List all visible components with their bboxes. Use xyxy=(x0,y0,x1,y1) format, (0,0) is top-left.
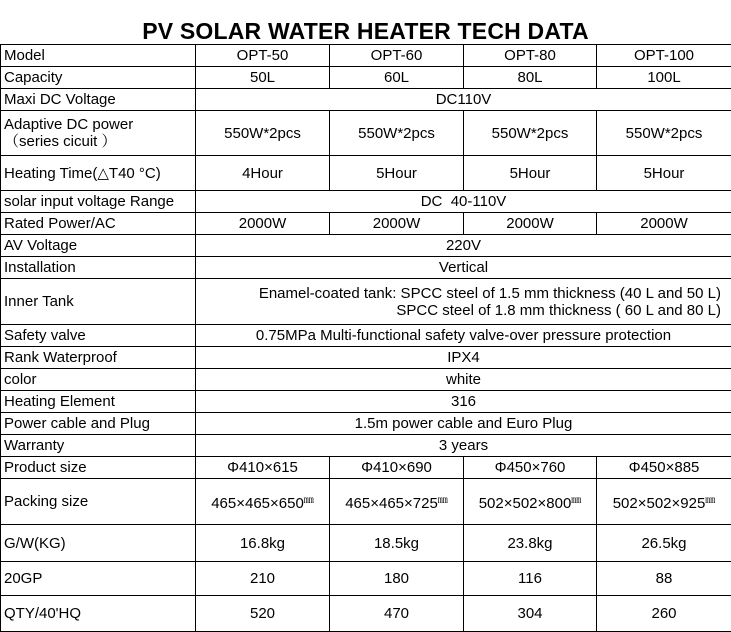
value-cell: DC110V xyxy=(196,89,731,111)
value-cell: Φ410×615 xyxy=(196,457,330,479)
row-label-line: Adaptive DC power xyxy=(4,116,192,133)
value-cell xyxy=(597,479,731,525)
table-row-rated-power xyxy=(1,213,731,235)
value-cell: Φ450×760 xyxy=(464,457,597,479)
row-label: Maxi DC Voltage xyxy=(1,89,196,111)
value-cell: 4Hour xyxy=(196,156,330,191)
table-row-heating-time xyxy=(1,156,731,191)
value-cell: 2000W xyxy=(464,213,597,235)
value-cell: Φ450×885 xyxy=(597,457,731,479)
table-row-inner-tank xyxy=(1,279,731,325)
table-row-model xyxy=(1,45,731,67)
value-cell: 23.8kg xyxy=(464,525,597,562)
value-cell: 3 years xyxy=(196,435,731,457)
model-cell: OPT-50 xyxy=(196,45,330,67)
table-row-gw xyxy=(1,525,731,562)
value-cell: 100L xyxy=(597,67,731,89)
value-cell: 470 xyxy=(330,596,464,632)
tech-data-table xyxy=(0,44,731,632)
value-cell: 220V xyxy=(196,235,731,257)
row-label: solar input voltage Range xyxy=(1,191,196,213)
value-cell: 80L xyxy=(464,67,597,89)
value-cell: 16.8kg xyxy=(196,525,330,562)
value-cell: IPX4 xyxy=(196,347,731,369)
row-label-line: （series cicuit ） xyxy=(4,133,192,150)
row-label: 20GP xyxy=(1,562,196,596)
table-row-maxi-dc-voltage xyxy=(1,89,731,111)
row-label: Warranty xyxy=(1,435,196,457)
table-row-capacity xyxy=(1,67,731,89)
row-label: Capacity xyxy=(1,67,196,89)
value-cell: white xyxy=(196,369,731,391)
value-cell: Vertical xyxy=(196,257,731,279)
table-row-power-cable xyxy=(1,413,731,435)
table-row-av-voltage xyxy=(1,235,731,257)
unit-mm: ㎜ xyxy=(571,495,581,506)
value-cell xyxy=(464,479,597,525)
packing-size-value: 465×465×725 xyxy=(345,495,438,512)
table-row-color xyxy=(1,369,731,391)
packing-size-value: 502×502×800 xyxy=(479,495,572,512)
table-row-installation xyxy=(1,257,731,279)
value-cell xyxy=(196,279,731,325)
value-cell: 260 xyxy=(597,596,731,632)
value-cell: 2000W xyxy=(330,213,464,235)
table-row-20gp xyxy=(1,562,731,596)
table-row-packing-size xyxy=(1,479,731,525)
table-row-heating-element xyxy=(1,391,731,413)
value-cell: 5Hour xyxy=(330,156,464,191)
value-cell: Φ410×690 xyxy=(330,457,464,479)
row-label: Power cable and Plug xyxy=(1,413,196,435)
value-cell: 304 xyxy=(464,596,597,632)
value-cell: 60L xyxy=(330,67,464,89)
value-cell: 550W*2pcs xyxy=(464,111,597,156)
model-cell: OPT-80 xyxy=(464,45,597,67)
row-label: QTY/40'HQ xyxy=(1,596,196,632)
value-cell: 550W*2pcs xyxy=(597,111,731,156)
model-cell: OPT-100 xyxy=(597,45,731,67)
row-label: color xyxy=(1,369,196,391)
value-cell: 520 xyxy=(196,596,330,632)
inner-tank-line: SPCC steel of 1.8 mm thickness ( 60 L and 80 L) xyxy=(200,302,721,319)
row-label: Rated Power/AC xyxy=(1,213,196,235)
table-row-safety-valve xyxy=(1,325,731,347)
value-cell: 2000W xyxy=(597,213,731,235)
value-cell: 0.75MPa Multi-functional safety valve-over pressure protection xyxy=(196,325,731,347)
value-cell: 5Hour xyxy=(597,156,731,191)
value-cell: 2000W xyxy=(196,213,330,235)
model-cell: OPT-60 xyxy=(330,45,464,67)
table-row-rank-waterproof xyxy=(1,347,731,369)
table-row-adaptive-dc-power xyxy=(1,111,731,156)
packing-size-value: 502×502×925 xyxy=(613,495,706,512)
table-row-solar-input-voltage xyxy=(1,191,731,213)
row-label: Safety valve xyxy=(1,325,196,347)
row-label: G/W(KG) xyxy=(1,525,196,562)
row-label: Heating Element xyxy=(1,391,196,413)
value-cell: 26.5kg xyxy=(597,525,731,562)
value-cell: 180 xyxy=(330,562,464,596)
table-row-product-size xyxy=(1,457,731,479)
row-label: Packing size xyxy=(1,479,196,525)
row-label: Installation xyxy=(1,257,196,279)
packing-size-value: 465×465×650 xyxy=(211,495,304,512)
inner-tank-line: Enamel-coated tank: SPCC steel of 1.5 mm thickness (40 L and 50 L) xyxy=(200,285,721,302)
value-cell: 550W*2pcs xyxy=(330,111,464,156)
value-cell: 550W*2pcs xyxy=(196,111,330,156)
row-label: Rank Waterproof xyxy=(1,347,196,369)
row-label: Heating Time(△T40 °C) xyxy=(1,156,196,191)
row-label: AV Voltage xyxy=(1,235,196,257)
value-cell: 116 xyxy=(464,562,597,596)
row-label: Product size xyxy=(1,457,196,479)
unit-mm: ㎜ xyxy=(438,495,448,506)
table-row-warranty xyxy=(1,435,731,457)
page-title: PV SOLAR WATER HEATER TECH DATA xyxy=(0,0,731,44)
row-label xyxy=(1,111,196,156)
value-cell xyxy=(196,479,330,525)
value-cell xyxy=(330,479,464,525)
value-cell: 1.5m power cable and Euro Plug xyxy=(196,413,731,435)
value-cell: 316 xyxy=(196,391,731,413)
value-cell: 88 xyxy=(597,562,731,596)
table-row-40hq xyxy=(1,596,731,632)
value-cell: 5Hour xyxy=(464,156,597,191)
value-cell: 18.5kg xyxy=(330,525,464,562)
unit-mm: ㎜ xyxy=(705,495,715,506)
row-label: Inner Tank xyxy=(1,279,196,325)
row-label: Model xyxy=(1,45,196,67)
value-cell: 50L xyxy=(196,67,330,89)
unit-mm: ㎜ xyxy=(304,495,314,506)
value-cell: 210 xyxy=(196,562,330,596)
value-cell: DC 40-110V xyxy=(196,191,731,213)
